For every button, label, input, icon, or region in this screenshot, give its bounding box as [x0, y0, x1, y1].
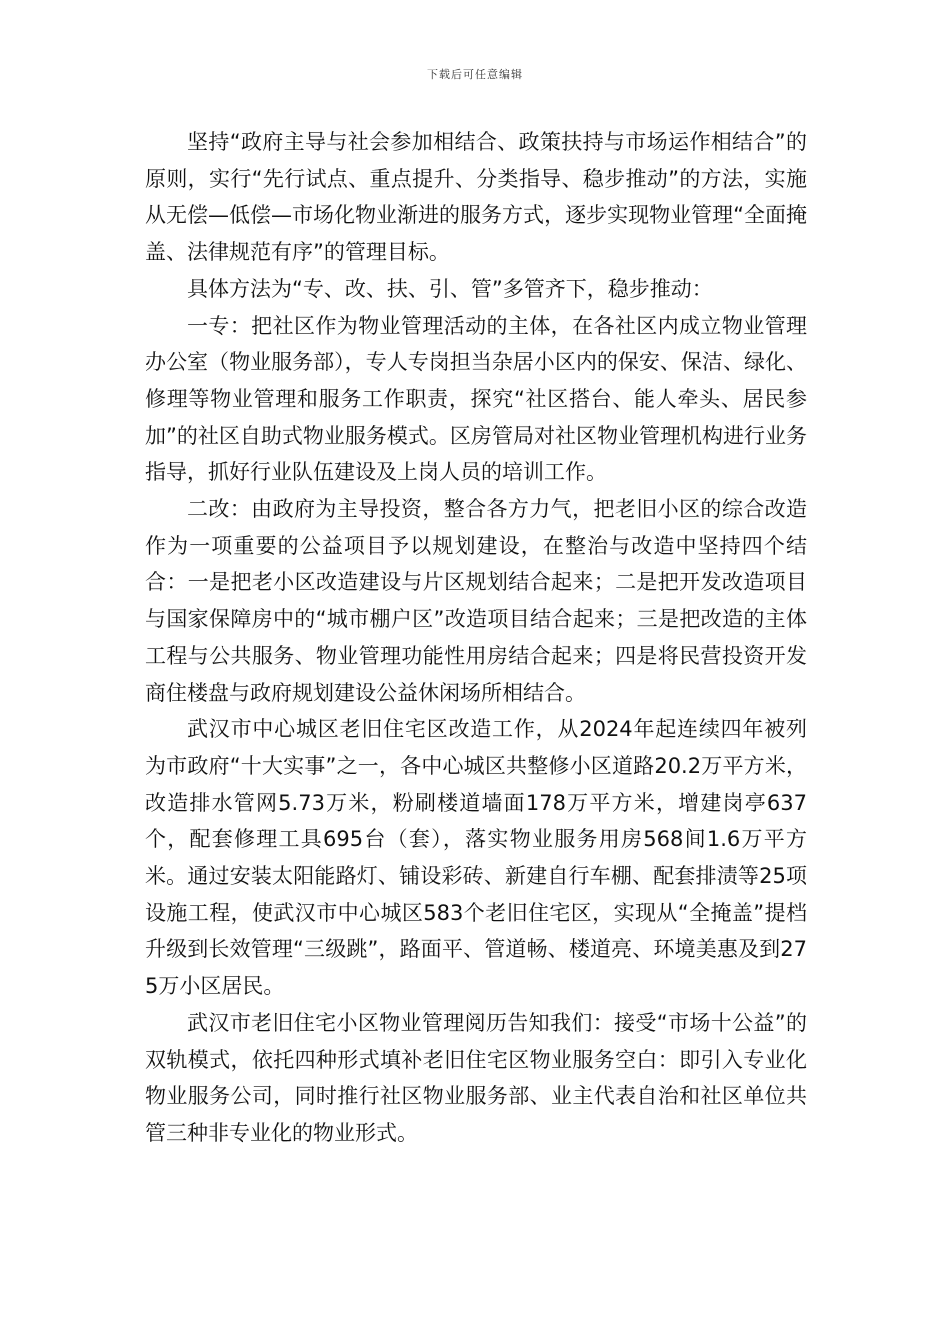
paragraph: 坚持“政府主导与社会参加相结合、政策扶持与市场运作相结合”的原则，实行“先行试点、重点提升、分类指导、稳步推动”的方法，实施从无偿—低偿—市场化物业渐进的服务方式，逐步实现物业管理“全面掩盖、法律规范有序”的管理目标。	[145, 130, 807, 265]
paragraph: 具体方法为“专、改、扶、引、管”多管齐下，稳步推动：	[187, 276, 713, 301]
paragraph: 武汉市老旧住宅小区物业管理阅历告知我们：接受“市场十公益”的双轨模式，依托四种形式填补老旧住宅区物业服务空白：即引入专业化物业服务公司，同时推行社区物业服务部、业主代表自治和社区单位共管三种非专业化的物业形式。	[145, 1010, 807, 1145]
document-body	[145, 124, 807, 1152]
paragraph: 一专：把社区作为物业管理活动的主体，在各社区内成立物业管理办公室（物业服务部），专人专岗担当杂居小区内的保安、保洁、绿化、修理等物业管理和服务工作职责，探究“社区搭台、能人牵头、居民参加”的社区自助式物业服务模式。区房管局对社区物业管理机构进行业务指导，抓好行业队伍建设及上岗人员的培训工作。	[145, 313, 807, 485]
page-header: 下载后可任意编辑	[427, 68, 523, 81]
paragraph: 二改：由政府为主导投资，整合各方力气，把老旧小区的综合改造作为一项重要的公益项目予以规划建设，在整治与改造中坚持四个结合：一是把老小区改造建设与片区规划结合起来；二是把开发改造项目与国家保障房中的“城市棚户区”改造项目结合起来；三是把改造的主体工程与公共服务、物业管理功能性用房结合起来；四是将民营投资开发商住楼盘与政府规划建设公益休闲场所相结合。	[145, 497, 807, 705]
paragraph: 武汉市中心城区老旧住宅区改造工作，从2024年起连续四年被列为市政府“十大实事”之一，各中心城区共整修小区道路20.2万平方米，改造排水管网5.73万米，粉刷楼道墙面178万平方米，增建岗亭637个，配套修理工具695台（套），落实物业服务用房568间1.6万平方米。通过安装太阳能路灯、铺设彩砖、新建自行车棚、配套排渍等25项设施工程，使武汉市中心城区583个老旧住宅区，实现从“全掩盖”提档升级到长效管理“三级跳”，路面平、管道畅、楼道亮、环境美惠及到275万小区居民。	[145, 717, 807, 999]
